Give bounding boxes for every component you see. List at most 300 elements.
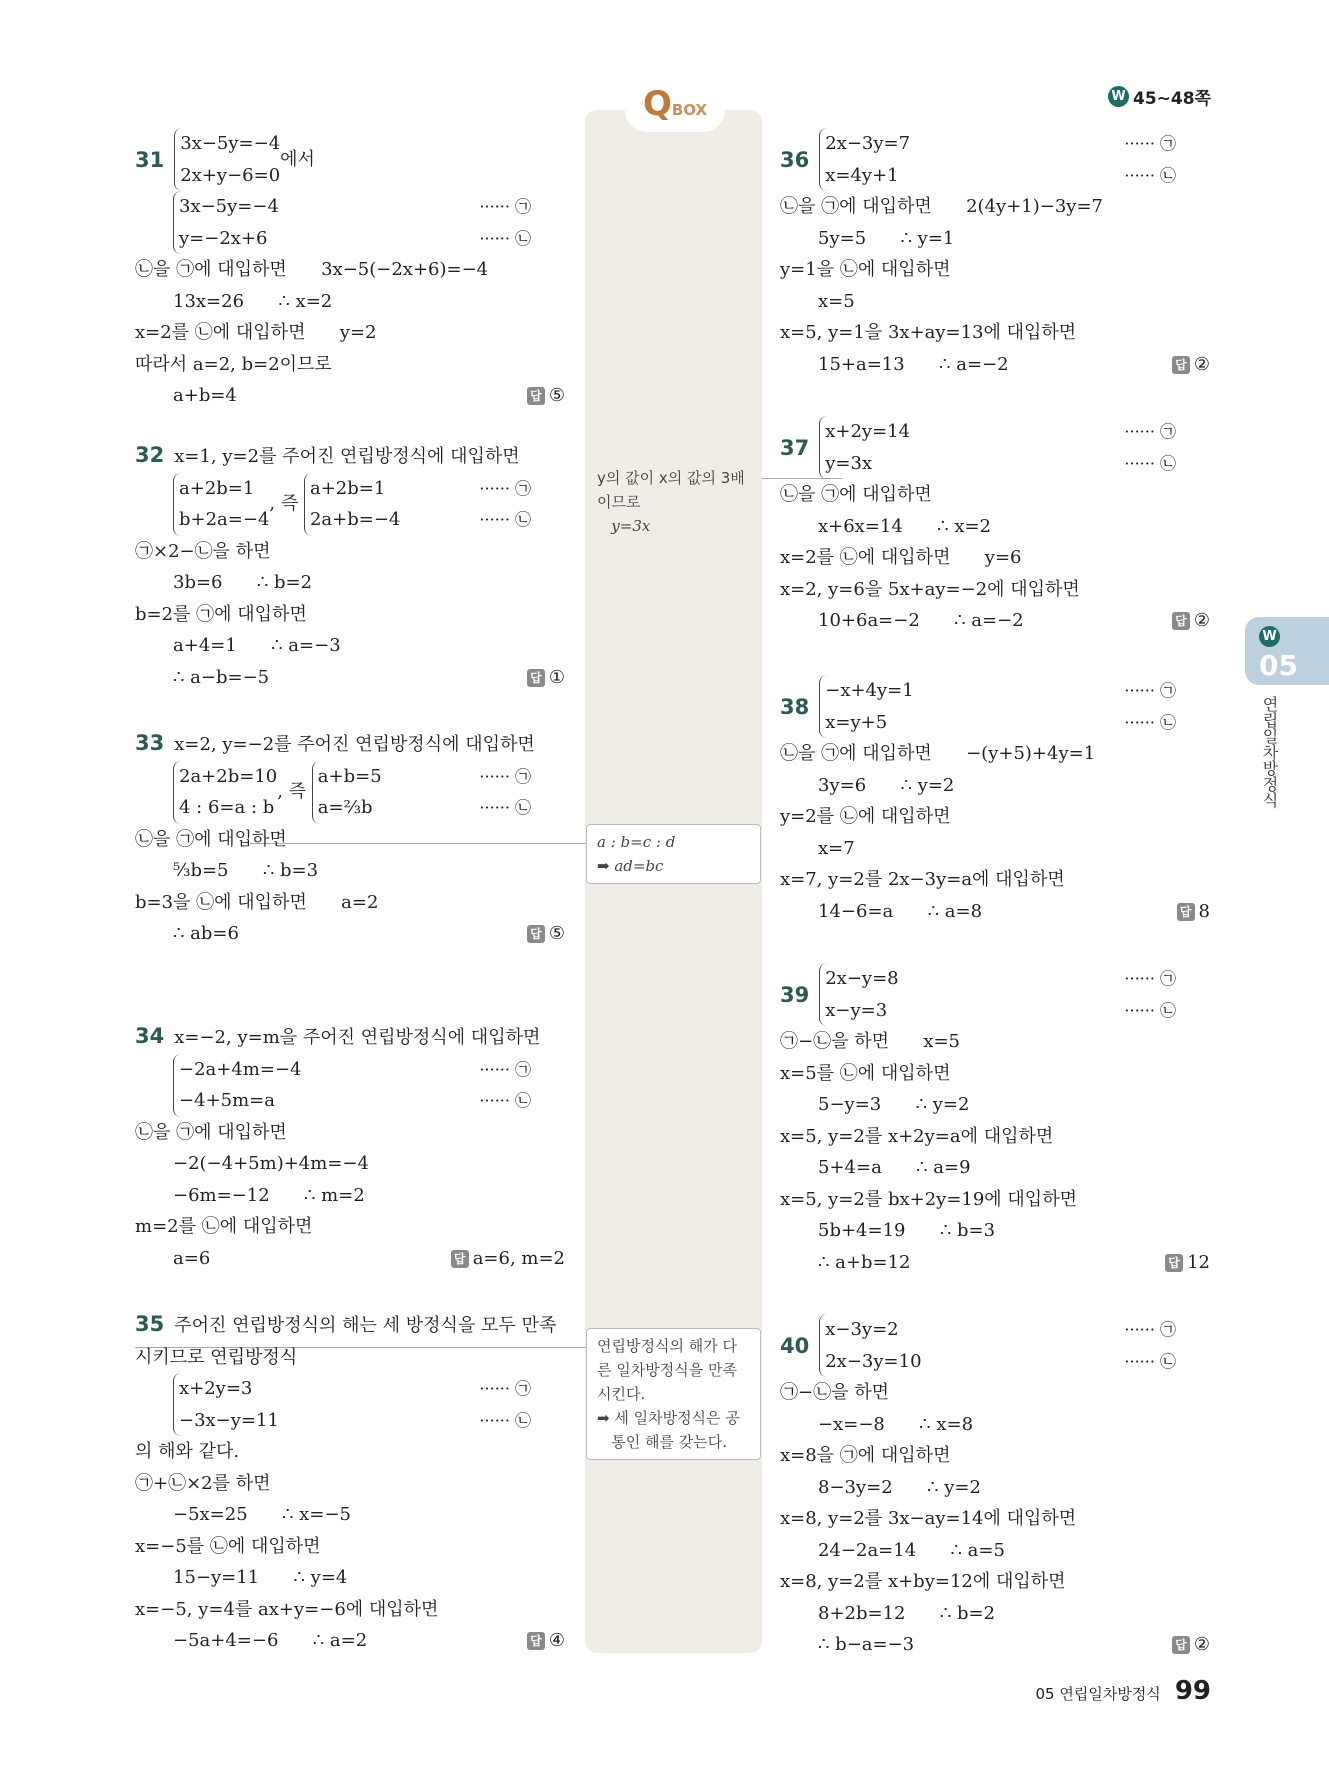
solution-line	[780, 191, 1212, 223]
note-line: 른 일차방정식을 만족	[597, 1361, 737, 1379]
problem-number: 37	[780, 435, 810, 460]
solution-line	[780, 574, 1212, 606]
solution-line	[780, 738, 1212, 770]
solution-line	[135, 1499, 567, 1531]
line-text: 8+2b=12 ∴ b=2	[818, 1602, 996, 1624]
solution-line	[780, 1215, 1212, 1247]
problem-number: 39	[780, 982, 810, 1007]
line-text: −5x=25 ∴ x=−5	[173, 1504, 351, 1525]
line-text: y=2를 ㉡에 대입하면	[780, 806, 951, 827]
equation-system	[173, 1054, 301, 1117]
solution-line	[780, 864, 1212, 896]
equation-label: ······ ㉡	[1124, 1000, 1176, 1020]
solution-line	[135, 1531, 567, 1563]
solution-line	[780, 801, 1212, 833]
equation-labels	[479, 191, 531, 254]
equation: a+2b=1	[309, 477, 386, 499]
solution-line	[780, 833, 1212, 865]
line-text: −5a+4=−6 ∴ a=2	[173, 1630, 368, 1651]
solution-line	[135, 380, 567, 412]
equation-system	[819, 963, 898, 1026]
solution-line	[135, 1211, 567, 1243]
problem-31	[135, 128, 567, 412]
solution-line	[135, 1243, 567, 1275]
solution-line	[135, 824, 567, 856]
line-text: 따라서 a=2, b=2이므로	[135, 353, 332, 375]
line-text: ∴ a−b=−5	[173, 666, 270, 688]
solution-line	[135, 761, 567, 824]
line-text: ㉠×2−㉡을 하면	[135, 540, 271, 562]
equation-label: ······ ㉠	[479, 1379, 531, 1398]
equation-system	[173, 191, 279, 254]
problem-35	[135, 1310, 567, 1657]
line-text: ∴ a+b=12	[818, 1251, 911, 1273]
answer-value: a=6, m=2	[472, 1247, 565, 1269]
line-text: 13x=26 ∴ x=2	[173, 290, 333, 312]
problem-number: 33	[135, 731, 165, 755]
solution-line	[780, 605, 1212, 637]
brace-group	[174, 128, 280, 191]
solution-line	[780, 1629, 1212, 1661]
solution-line	[135, 1022, 567, 1054]
line-text: 24−2a=14 ∴ a=5	[818, 1539, 1005, 1561]
brace-group	[173, 1373, 279, 1436]
solution-line	[780, 1377, 1212, 1409]
equation-labels	[1124, 416, 1176, 479]
line-text: x=5, y=2를 bx+2y=19에 대입하면	[780, 1188, 1077, 1210]
equation: 2x−3y=7	[825, 133, 911, 154]
note-line: 통인 해를 갖는다.	[597, 1433, 728, 1451]
solution-line	[135, 1436, 567, 1468]
brace-group	[819, 1314, 921, 1377]
solution-line	[135, 1594, 567, 1626]
line-text: 3b=6 ∴ b=2	[173, 572, 313, 593]
equation-label: ······ ㉡	[1124, 712, 1176, 732]
solution-line	[780, 128, 1212, 191]
solution-line	[135, 1562, 567, 1594]
line-text: x=8을 ㉠에 대입하면	[780, 1445, 951, 1466]
line-text: ㉠−㉡을 하면	[780, 1382, 889, 1403]
line-text: m=2를 ㉡에 대입하면	[135, 1216, 313, 1237]
answer-icon: 답	[1172, 1636, 1190, 1654]
equation: −x+4y=1	[825, 680, 914, 701]
note-line: 연립방정식의 해가 다	[597, 1337, 737, 1355]
equation-labels	[479, 1373, 531, 1436]
line-text: −2(−4+5m)+4m=−4	[173, 1153, 369, 1174]
answer-value: ④	[548, 1630, 565, 1651]
brace-group	[304, 473, 400, 536]
solution-line	[780, 416, 1212, 479]
answer-icon: 답	[1172, 612, 1190, 630]
brace-group	[173, 761, 277, 824]
equation: x+2y=3	[179, 1378, 253, 1399]
line-text: ㉡을 ㉠에 대입하면	[135, 1121, 287, 1143]
equation-system	[819, 675, 913, 738]
line-text: ㉡을 ㉠에 대입하면 −(y+5)+4y=1	[780, 743, 1096, 764]
line-text: x=1, y=2를 주어진 연립방정식에 대입하면	[174, 446, 520, 467]
equation-system	[173, 1373, 279, 1436]
equation: −2a+4m=−4	[179, 1058, 302, 1080]
footer-chapter: 05 연립일차방정식	[1035, 1685, 1161, 1703]
answer	[1172, 1629, 1210, 1661]
line-text: x=7	[818, 837, 855, 859]
brace-group	[312, 761, 382, 824]
solution-line	[135, 599, 567, 631]
answer-icon: 답	[527, 669, 545, 687]
answer-icon: 답	[1172, 356, 1190, 374]
equation: x−3y=2	[825, 1319, 899, 1340]
answer-value: ②	[1193, 353, 1210, 375]
problem-number: 32	[135, 443, 165, 467]
solution-line	[780, 1314, 1212, 1377]
answer-value: ②	[1193, 610, 1210, 631]
solution-line	[135, 441, 567, 473]
solution-line	[780, 1152, 1212, 1184]
equation-label: ······ ㉡	[479, 1091, 531, 1110]
equation-labels	[1124, 963, 1176, 1026]
line-text: x=5, y=1을 3x+ay=13에 대입하면	[780, 322, 1077, 343]
equation: 2x+y−6=0	[180, 164, 281, 186]
qbox-note-common-solution	[586, 1328, 761, 1460]
problem-37	[780, 416, 1212, 637]
line-text: 5+4=a ∴ a=9	[818, 1157, 971, 1178]
qbox-logo-q: Q	[642, 84, 672, 124]
answer-value: ①	[548, 666, 565, 688]
workbook-badge-icon: W	[1259, 626, 1280, 647]
line-text: x=−5를 ㉡에 대입하면	[135, 1535, 321, 1557]
equation: −4+5m=a	[179, 1090, 275, 1111]
equation-label: ······ ㉠	[1124, 134, 1176, 153]
line-text: 15+a=13 ∴ a=−2	[818, 353, 1009, 375]
line-text: x=2를 ㉡에 대입하면 y=6	[780, 547, 1022, 568]
equation-label: ······ ㉠	[479, 197, 531, 216]
equation: −3x−y=11	[179, 1409, 279, 1431]
equation: a+b=5	[317, 765, 382, 787]
solution-line	[780, 317, 1212, 349]
solution-line	[135, 729, 567, 761]
note-line: 시킨다.	[597, 1385, 646, 1403]
solution-line	[780, 963, 1212, 1026]
equation-label: ······ ㉠	[1124, 1320, 1176, 1339]
line-text: a+4=1 ∴ a=−3	[173, 635, 341, 656]
line-text: x=8, y=2를 3x−ay=14에 대입하면	[780, 1508, 1077, 1529]
solution-line	[780, 770, 1212, 802]
equation-label: ······ ㉠	[1124, 422, 1176, 441]
solution-line	[780, 896, 1212, 928]
page-reference	[1108, 84, 1211, 109]
line-text: ㉡을 ㉠에 대입하면 3x−5(−2x+6)=−4	[135, 259, 489, 280]
solution-line	[780, 479, 1212, 511]
equation: 2x−3y=10	[825, 1350, 922, 1372]
solution-line	[135, 1148, 567, 1180]
equation: 4 : 6=a : b	[179, 797, 275, 818]
solution-line	[135, 1054, 567, 1117]
equation-label: ······ ㉡	[479, 798, 531, 817]
line-text: x=5를 ㉡에 대입하면	[780, 1062, 951, 1084]
solution-line	[135, 191, 567, 254]
equation-system	[174, 128, 280, 191]
equation-label: ······ ㉠	[479, 766, 531, 786]
equation-label: ······ ㉡	[1124, 1351, 1176, 1371]
answer-icon: 답	[1177, 903, 1195, 921]
equation: 2x−y=8	[825, 968, 899, 989]
answer	[1165, 1247, 1210, 1279]
line-text: 의 해와 같다.	[135, 1441, 240, 1462]
line-text: b=3을 ㉡에 대입하면 a=2	[135, 891, 379, 913]
line-text: ㉠+㉡×2를 하면	[135, 1472, 271, 1494]
suffix-text: 에서	[280, 148, 315, 170]
solution-line	[135, 887, 567, 919]
solution-line	[135, 918, 567, 950]
solution-line	[780, 1503, 1212, 1535]
solution-line	[780, 1184, 1212, 1216]
brace-group	[819, 416, 910, 479]
line-text: ⁵⁄₃b=5 ∴ b=3	[173, 860, 319, 881]
answer	[1172, 605, 1210, 637]
answer-icon: 답	[527, 1632, 545, 1650]
answer	[527, 662, 565, 694]
equation: x=4y+1	[825, 164, 899, 186]
equation-label: ······ ㉡	[479, 228, 531, 248]
brace-group	[173, 191, 279, 254]
connector-text: , 즉	[277, 781, 312, 803]
equation-system	[819, 128, 910, 191]
line-text: x=7, y=2를 2x−3y=a에 대입하면	[780, 869, 1065, 890]
line-text: x=2, y=−2를 주어진 연립방정식에 대입하면	[174, 734, 535, 755]
answer-icon: 답	[451, 1250, 469, 1268]
solution-line	[780, 1058, 1212, 1090]
problem-39	[780, 963, 1212, 1278]
answer	[451, 1243, 565, 1275]
solution-line	[780, 286, 1212, 318]
equation: y=3x	[825, 452, 873, 474]
solution-line	[780, 511, 1212, 543]
solution-line	[135, 1373, 567, 1436]
answer	[527, 918, 565, 950]
line-text: 10+6a=−2 ∴ a=−2	[818, 610, 1024, 631]
line-text: a=6	[173, 1247, 211, 1269]
problem-number: 38	[780, 694, 810, 719]
note-line: ➡ 세 일차방정식은 공	[597, 1409, 740, 1427]
equation-label: ······ ㉡	[1124, 453, 1176, 473]
solution-line	[135, 349, 567, 381]
qbox-note-3x	[586, 466, 761, 538]
line-text: x=5	[818, 290, 855, 312]
solution-line	[780, 1026, 1212, 1058]
chapter-title: 연립일차방정식	[1260, 696, 1279, 808]
line-text: ㉡을 ㉠에 대입하면	[780, 484, 932, 505]
brace-group	[819, 128, 910, 191]
solution-line	[135, 1468, 567, 1500]
solution-line	[780, 1440, 1212, 1472]
equation-system	[819, 1314, 921, 1377]
answer-icon: 답	[527, 925, 545, 943]
note-line: 이므로	[597, 493, 641, 511]
problem-number: 36	[780, 147, 810, 172]
solution-line	[135, 662, 567, 694]
solution-line	[135, 473, 567, 536]
solution-line	[780, 1121, 1212, 1153]
line-text: y=1을 ㉡에 대입하면	[780, 259, 951, 280]
problem-40	[780, 1314, 1212, 1661]
answer	[1172, 349, 1210, 381]
solution-line	[780, 1089, 1212, 1121]
equation: y=−2x+6	[179, 227, 268, 249]
line-text: a+b=4	[173, 385, 237, 406]
answer	[527, 380, 565, 412]
answer-value: 12	[1187, 1251, 1210, 1273]
line-text: ㉡을 ㉠에 대입하면	[135, 828, 287, 850]
line-text: x=2, y=6을 5x+ay=−2에 대입하면	[780, 578, 1080, 600]
line-text: x=−5, y=4를 ax+y=−6에 대입하면	[135, 1598, 439, 1620]
line-text: ∴ b−a=−3	[818, 1634, 915, 1655]
solution-line	[780, 1247, 1212, 1279]
equation-system	[304, 473, 400, 536]
problem-38	[780, 675, 1212, 927]
answer-value: 8	[1198, 900, 1210, 922]
equation-label: ······ ㉠	[1124, 969, 1176, 988]
answer-value: ②	[1193, 1634, 1210, 1655]
page-range: 45~48쪽	[1133, 89, 1211, 109]
qbox-logo	[625, 84, 725, 132]
equation-label: ······ ㉡	[479, 1410, 531, 1430]
solution-line	[135, 1310, 567, 1342]
line-text: x=8, y=2를 x+by=12에 대입하면	[780, 1571, 1066, 1592]
line-text: −x=−8 ∴ x=8	[818, 1413, 974, 1435]
note-line: ➡ ad=bc	[597, 857, 664, 875]
solution-line	[780, 254, 1212, 286]
line-text: x=2를 ㉡에 대입하면 y=2	[135, 322, 377, 343]
problem-36	[780, 128, 1212, 380]
brace-group	[173, 473, 269, 536]
chapter-tab	[1245, 617, 1329, 685]
problem-33	[135, 729, 567, 950]
problem-number: 35	[135, 1312, 165, 1336]
equation-label: ······ ㉠	[479, 478, 531, 498]
equation: 3x−5y=−4	[180, 133, 281, 154]
problem-number: 40	[780, 1333, 810, 1358]
chapter-number: 05	[1259, 649, 1298, 682]
line-text: x=−2, y=m을 주어진 연립방정식에 대입하면	[174, 1027, 541, 1048]
line-text: 15−y=11 ∴ y=4	[173, 1567, 348, 1588]
equation-labels	[479, 1054, 531, 1117]
solution-line	[780, 1535, 1212, 1567]
line-text: ㉠−㉡을 하면 x=5	[780, 1031, 960, 1052]
workbook-badge-icon: W	[1108, 86, 1129, 107]
line-text: ∴ ab=6	[173, 923, 239, 944]
equation: 2a+b=−4	[309, 509, 401, 530]
problem-32	[135, 441, 567, 693]
line-text: x+6x=14 ∴ x=2	[818, 515, 992, 537]
equation-labels	[479, 761, 531, 824]
solution-line	[135, 630, 567, 662]
brace-group	[173, 1054, 301, 1117]
solution-line	[135, 1625, 567, 1657]
note-line: a : b=c : d	[597, 833, 676, 851]
answer-icon: 답	[1165, 1254, 1183, 1272]
problem-number: 31	[135, 147, 165, 172]
line-text: 8−3y=2 ∴ y=2	[818, 1476, 981, 1498]
solution-line	[135, 286, 567, 318]
equation: x−y=3	[825, 999, 888, 1021]
brace-group	[819, 675, 913, 738]
equation: b+2a=−4	[179, 509, 270, 530]
equation: 2a+2b=10	[179, 765, 278, 787]
note-line: y=3x	[597, 517, 651, 535]
equation-system	[312, 761, 382, 824]
solution-line	[780, 675, 1212, 738]
line-text: 3y=6 ∴ y=2	[818, 774, 955, 796]
solution-line	[780, 542, 1212, 574]
solution-line	[135, 317, 567, 349]
solution-line	[135, 855, 567, 887]
solution-line	[135, 254, 567, 286]
equation-labels	[479, 473, 531, 536]
line-text: 14−6=a ∴ a=8	[818, 900, 983, 922]
page-number: 99	[1174, 1676, 1211, 1706]
equation-labels	[1124, 675, 1176, 738]
answer-value: ⑤	[548, 385, 565, 406]
answer	[1177, 896, 1210, 928]
line-text: 5−y=3 ∴ y=2	[818, 1094, 970, 1115]
answer-value: ⑤	[548, 923, 565, 944]
equation: x=y+5	[825, 711, 888, 733]
solution-line	[135, 128, 567, 191]
equation: a+2b=1	[179, 477, 255, 499]
problem-34	[135, 1022, 567, 1274]
equation-label: ······ ㉡	[479, 510, 531, 529]
solution-line	[780, 349, 1212, 381]
equation-system	[173, 761, 277, 824]
answer	[527, 1625, 565, 1657]
solution-line	[780, 223, 1212, 255]
line-text: ㉡을 ㉠에 대입하면 2(4y+1)−3y=7	[780, 196, 1103, 217]
equation-system	[819, 416, 910, 479]
solution-line	[135, 567, 567, 599]
equation-label: ······ ㉠	[479, 1059, 531, 1079]
qbox-logo-text: BOX	[671, 101, 708, 119]
line-text: −6m=−12 ∴ m=2	[173, 1184, 365, 1206]
solution-line	[135, 1180, 567, 1212]
line-text: x=5, y=2를 x+2y=a에 대입하면	[780, 1125, 1054, 1147]
line-text: 5y=5 ∴ y=1	[818, 227, 955, 249]
qbox-note-ratio	[586, 824, 761, 884]
solution-line	[780, 1409, 1212, 1441]
line-text: 5b+4=19 ∴ b=3	[818, 1220, 996, 1241]
solution-line	[780, 1472, 1212, 1504]
equation: a=⅔b	[317, 797, 373, 818]
page-footer	[1036, 1676, 1211, 1706]
solution-line	[135, 1117, 567, 1149]
solution-line	[780, 1598, 1212, 1630]
equation-labels	[1124, 1314, 1176, 1377]
solution-line	[135, 536, 567, 568]
problem-number: 34	[135, 1024, 165, 1048]
equation-label: ······ ㉠	[1124, 681, 1176, 700]
line-text: 시키므로 연립방정식	[135, 1346, 298, 1368]
equation: 3x−5y=−4	[179, 196, 279, 217]
connector-text: , 즉	[269, 493, 304, 515]
equation-label: ······ ㉡	[1124, 165, 1176, 185]
answer-icon: 답	[527, 387, 545, 405]
equation: x+2y=14	[825, 421, 911, 442]
solution-line	[135, 1342, 567, 1374]
line-text: 주어진 연립방정식의 해는 세 방정식을 모두 만족	[174, 1315, 557, 1336]
equation-labels	[1124, 128, 1176, 191]
solution-line	[780, 1566, 1212, 1598]
equation-system	[173, 473, 269, 536]
line-text: b=2를 ㉠에 대입하면	[135, 603, 307, 625]
